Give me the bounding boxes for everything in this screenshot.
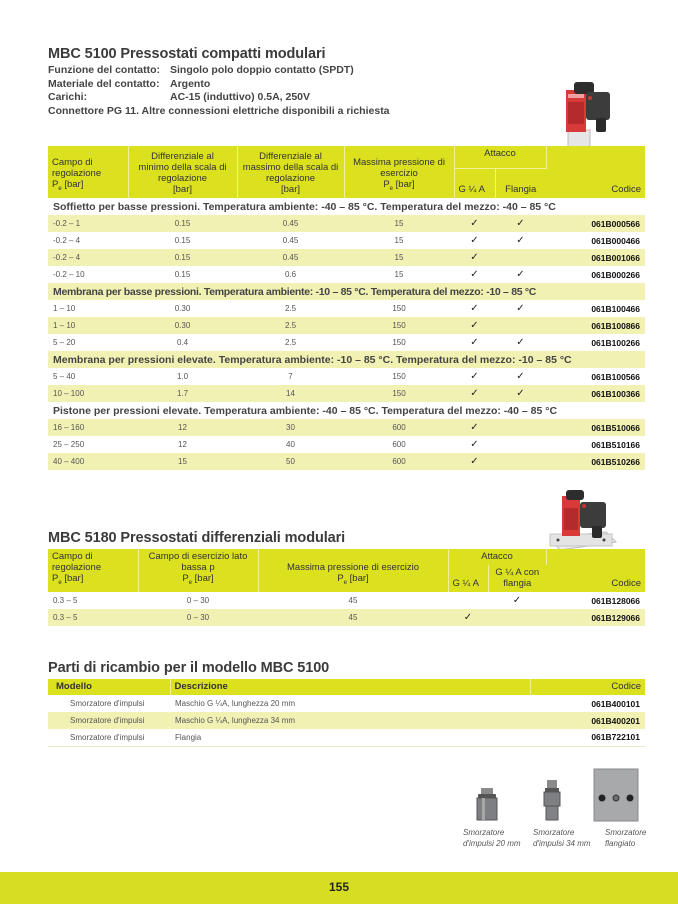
check-icon: ✓ xyxy=(516,337,525,348)
col-header-modello: Modello xyxy=(48,679,170,695)
table-row: Smorzatore d'impulsi Flangia 061B722101 xyxy=(70,732,640,743)
spare-parts-table xyxy=(48,679,645,747)
col-header-flangia: Flangia xyxy=(495,168,546,198)
section-title-ricambi: Parti di ricambio per il modello MBC 5100 xyxy=(48,660,330,676)
mbc5100-table xyxy=(48,146,645,470)
check-icon xyxy=(488,609,546,626)
check-icon: ✓ xyxy=(470,337,479,348)
section-row-membrana-basse: Membrana per basse pressioni. Temperatura ambiente: -10 – 85 °C. Temperatura del mezzo: -10 – 85 °C xyxy=(48,283,645,300)
col-header-attacco: Attacco xyxy=(448,549,546,565)
check-icon: ✓ xyxy=(454,419,495,436)
caption-dampener-20mm: Smorzatore d'impulsi 20 mm xyxy=(463,828,521,848)
check-icon: ✓ xyxy=(454,249,495,266)
col-header-codice: Codice xyxy=(546,146,645,198)
dampener-34mm-image xyxy=(540,778,564,822)
section-row-membrana-elevate: Membrana per pressioni elevate. Temperatura ambiente: -10 – 85 °C. Temperatura del mezzo: -10 – 85 °C xyxy=(48,351,645,368)
check-icon: ✓ xyxy=(448,609,488,626)
spec-label: Carichi: xyxy=(48,91,88,103)
table-row: 1 – 10 0.30 2.5 150 ✓ 061B100866 xyxy=(48,317,645,334)
check-icon xyxy=(495,317,546,334)
check-icon: ✓ xyxy=(470,371,479,382)
check-icon xyxy=(495,436,546,453)
table-row: 16 – 160 12 30 600 ✓ 061B510066 xyxy=(48,419,645,436)
check-icon: ✓ xyxy=(470,303,479,314)
table-row: 5 – 20 0.4 2.5 150 ✓ ✓ 061B100266 xyxy=(48,334,645,351)
spec-row xyxy=(48,64,390,78)
spec-label: Materiale del contatto: xyxy=(48,77,160,90)
spec-list xyxy=(48,64,390,118)
spec-row xyxy=(48,91,390,105)
col-header-campo: Campo di regolazione $P_e$ [bar] xyxy=(48,146,128,198)
col-header-g14: G ¼ A xyxy=(454,168,495,198)
section-row-pistone: Pistone per pressioni elevate. Temperatura ambiente: -40 – 85 °C. Temperatura del mezzo: -40 – 85 °C xyxy=(53,404,558,417)
table-row: 10 – 100 1.7 14 150 ✓ ✓ 061B100366 xyxy=(48,385,645,402)
page-number: 155 xyxy=(328,880,350,894)
check-icon: ✓ xyxy=(512,595,522,606)
check-icon: ✓ xyxy=(516,269,525,280)
check-icon: ✓ xyxy=(495,385,546,402)
section-row-soffietto: Soffietto per basse pressioni. Temperatura ambiente: -40 – 85 °C. Temperatura del mezzo: -40 – 85 °C xyxy=(53,200,556,213)
check-icon: ✓ xyxy=(454,215,495,232)
section-title-mbc5180: MBC 5180 Pressostati differenziali modulari xyxy=(48,530,346,546)
spec-value: Argento xyxy=(170,77,211,90)
spec-value: Singolo polo doppio contatto (SPDT) xyxy=(170,64,354,76)
table-row: -0.2 – 4 0.15 0.45 15 ✓ ✓ 061B000466 xyxy=(48,232,645,249)
col-header-attacco: Attacco xyxy=(454,146,546,168)
mbc5180-product-image xyxy=(546,488,646,554)
table-row: 25 – 250 12 40 600 ✓ 061B510166 xyxy=(48,436,645,453)
col-header-max-pressure: Massima pressione di esercizio $P_e$ [bar] xyxy=(344,146,454,198)
col-header-codice: Codice xyxy=(530,679,645,695)
mbc5100-product-image xyxy=(560,78,630,150)
mbc5180-table xyxy=(48,549,645,626)
check-icon: ✓ xyxy=(470,439,479,450)
table-row: 0.3 – 5 0 – 30 45 ✓ 061B129066 xyxy=(48,609,645,626)
check-icon: ✓ xyxy=(516,303,525,314)
check-icon: ✓ xyxy=(470,235,479,246)
table-row: Smorzatore d'impulsi Maschio G ¼A, lunghezza 34 mm 061B400201 xyxy=(48,712,645,729)
col-header-max-pressure: Massima pressione di esercizio $P_e$ [bar] xyxy=(258,549,448,592)
check-icon xyxy=(495,453,546,470)
col-header-g14-flangia: G ¼ A con flangia xyxy=(488,565,546,592)
spec-row xyxy=(48,78,390,92)
table-row: Smorzatore d'impulsi Maschio G ¼A, lunghezza 20 mm 061B400101 xyxy=(70,698,640,709)
check-icon: ✓ xyxy=(516,371,525,382)
caption-dampener-34mm: Smorzatore d'impulsi 34 mm xyxy=(533,828,591,848)
caption-dampener-flange: Smorzatore flangiato xyxy=(605,828,647,848)
col-header-codice: Codice xyxy=(546,549,645,592)
spec-label: Funzione del contatto: xyxy=(48,64,160,76)
spec-note: Connettore PG 11. Altre connessioni elettriche disponibili a richiesta xyxy=(48,104,390,117)
col-header-diff-max: Differenziale al massimo della scala di regolazione [bar] xyxy=(237,146,344,198)
table-row: 5 – 40 1.0 7 150 ✓ ✓ 061B100566 xyxy=(48,368,645,385)
check-icon: ✓ xyxy=(516,235,525,246)
table-row: 40 – 400 15 50 600 ✓ 061B510266 xyxy=(48,453,645,470)
page-footer xyxy=(0,872,678,904)
col-header-descrizione: Descrizione xyxy=(170,679,530,695)
check-icon: ✓ xyxy=(454,453,495,470)
section-title-mbc5100: MBC 5100 Pressostati compatti modulari xyxy=(48,46,326,62)
check-icon xyxy=(495,249,546,266)
table-row: -0.2 – 10 0.15 0.6 15 ✓ ✓ 061B000266 xyxy=(48,266,645,283)
check-icon xyxy=(495,419,546,436)
col-header-g14: G ¼ A xyxy=(448,565,488,592)
spec-value: AC-15 (induttivo) 0.5A, 250V xyxy=(170,91,311,103)
col-header-campo: Campo di regolazione $P_e$ [bar] xyxy=(48,549,138,592)
dampener-20mm-image xyxy=(474,786,500,822)
check-icon: ✓ xyxy=(470,269,479,280)
dampener-flange-image xyxy=(593,768,639,822)
table-row: -0.2 – 1 0.15 0.45 15 ✓ ✓ 061B000566 xyxy=(48,215,645,232)
col-header-bassa-p: Campo di esercizio lato bassa p $P_e$ [bar] xyxy=(138,549,258,592)
check-icon: ✓ xyxy=(454,317,495,334)
table-row: 1 – 10 0.30 2.5 150 ✓ ✓ 061B100466 xyxy=(48,300,645,317)
table-row: -0.2 – 4 0.15 0.45 15 ✓ 061B001066 xyxy=(48,249,645,266)
check-icon: ✓ xyxy=(495,215,546,232)
check-icon xyxy=(448,592,488,609)
table-row: 0.3 – 5 0 – 30 45 ✓ 061B128066 xyxy=(48,592,645,609)
check-icon: ✓ xyxy=(454,385,495,402)
col-header-diff-min: Differenziale al minimo della scala di regolazione [bar] xyxy=(128,146,237,198)
